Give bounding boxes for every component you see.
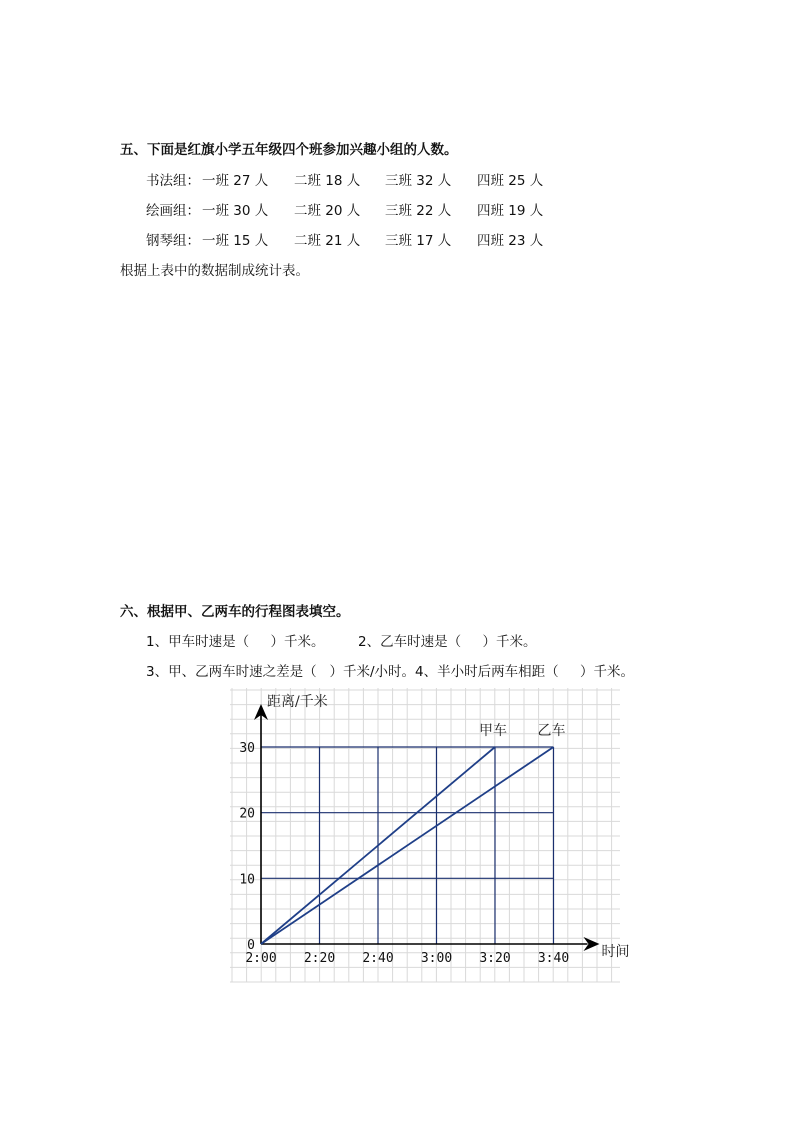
y-axis-label: 距离/千米 <box>267 694 328 710</box>
row3-cell4: 四班 23 人 <box>477 233 544 249</box>
x-tick-label: 3:40 <box>537 951 570 966</box>
row2-cell4: 四班 19 人 <box>477 203 544 219</box>
x-tick-label: 2:20 <box>303 951 336 966</box>
x-tick-label: 2:00 <box>245 951 277 966</box>
y-tick-label: 20 <box>239 806 255 822</box>
row2-cell1: 一班 30 人 <box>202 203 269 219</box>
row1-cell2: 二班 18 人 <box>294 173 361 189</box>
y-tick-label: 0 <box>247 938 255 953</box>
section6-title: 六、根据甲、乙两车的行程图表填空。 <box>120 604 350 620</box>
section5-instruction: 根据上表中的数据制成统计表。 <box>120 263 309 279</box>
row1-group: 书法组： <box>146 173 200 189</box>
row3-cell2: 二班 21 人 <box>294 233 361 249</box>
row3-group: 钢琴组： <box>146 233 200 249</box>
row2-cell3: 三班 22 人 <box>385 203 452 219</box>
question-3-4: 3、甲、乙两车时速之差是（ ）千米/小时。4、半小时后两车相距（ ）千米。 <box>146 664 635 680</box>
y-tick-label: 30 <box>239 741 255 756</box>
row2-cell2: 二班 20 人 <box>294 203 361 219</box>
row3-cell3: 三班 17 人 <box>385 233 452 249</box>
x-tick-label: 3:00 <box>420 951 453 966</box>
row3-cell1: 一班 15 人 <box>202 233 269 249</box>
row2-group: 绘画组： <box>146 203 200 219</box>
travel-chart <box>228 686 630 986</box>
row1-cell1: 一班 27 人 <box>202 173 269 189</box>
question-1: 1、甲车时速是（ ）千米。 <box>146 634 325 650</box>
x-tick-label: 3:20 <box>479 951 511 966</box>
y-tick-label: 10 <box>239 872 255 888</box>
section5-title: 五、下面是红旗小学五年级四个班参加兴趣小组的人数。 <box>120 142 458 158</box>
x-tick-label: 2:40 <box>362 951 394 966</box>
series-label: 乙车 <box>537 723 566 739</box>
x-axis-label: 时间 <box>601 944 630 960</box>
row1-cell4: 四班 25 人 <box>477 173 544 189</box>
series-label: 甲车 <box>479 723 507 739</box>
question-2: 2、乙车时速是（ ）千米。 <box>358 634 537 650</box>
travel-chart-svg <box>228 686 630 986</box>
row1-cell3: 三班 32 人 <box>385 173 452 189</box>
